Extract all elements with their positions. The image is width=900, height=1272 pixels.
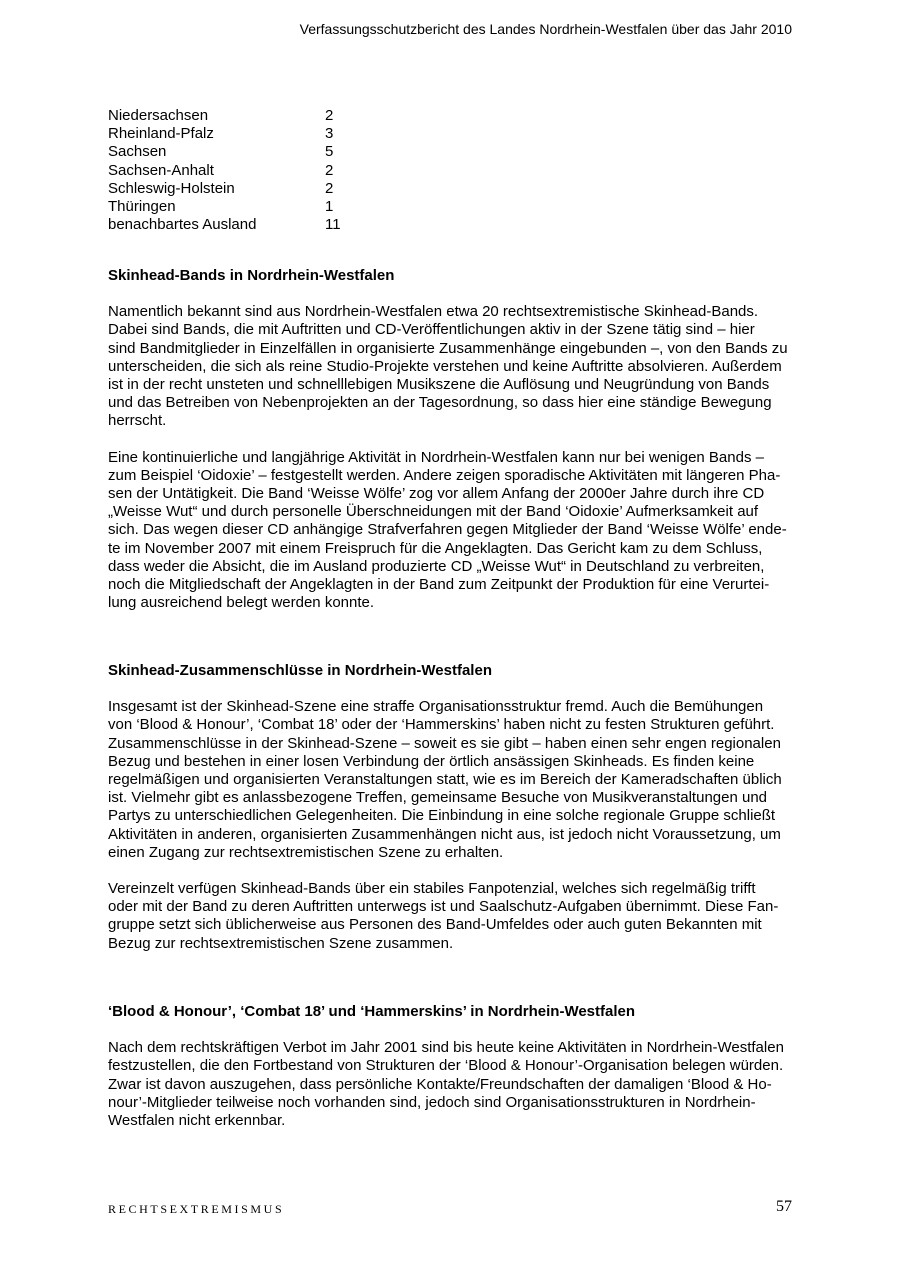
state-count: 11 xyxy=(325,216,341,234)
state-count: 1 xyxy=(325,198,334,216)
text-line: Aktivitäten in anderen, organisierten Zusammenhängen nicht aus, ist jedoch nicht Voraussetzung, um xyxy=(108,825,781,843)
table-row xyxy=(108,143,341,161)
text-line: Zusammenschlüsse in der Skinhead-Szene – soweit es sie gibt – haben einen sehr engen regionalen xyxy=(108,734,781,752)
text-line: festzustellen, die den Fortbestand von Strukturen der ‘Blood & Honour’-Organisation belegen würden. xyxy=(108,1057,784,1075)
text-line: ist. Vielmehr gibt es anlassbezogene Treffen, gemeinsame Besuche von Musikveranstaltungen und xyxy=(108,789,768,807)
text-line: und das Betreiben von Nebenprojekten an der Tagesordnung, so dass hier eine ständige Bewegung xyxy=(108,394,772,412)
text-line: Vereinzelt verfügen Skinhead-Bands über ein stabiles Fanpotenzial, welches sich regelmäßig trifft xyxy=(108,880,756,898)
text-line: regelmäßigen und organisierten Veranstaltungen statt, wie es im Bereich der Kameradschaften üblich xyxy=(108,771,782,789)
state-count: 3 xyxy=(325,125,334,143)
text-line: Eine kontinuierliche und langjährige Aktivität in Nordrhein-Westfalen kann nur bei wenigen Bands – xyxy=(108,448,764,466)
table-row xyxy=(108,216,341,234)
text-line: lung ausreichend belegt werden konnte. xyxy=(108,594,375,612)
state-name: Rheinland-Pfalz xyxy=(108,125,214,143)
section-skinhead-zusammenschluesse xyxy=(108,662,794,953)
state-name: Sachsen-Anhalt xyxy=(108,161,214,179)
state-count: 2 xyxy=(325,161,334,179)
state-count: 5 xyxy=(325,143,334,161)
text-line: einen Zugang zur rechtsextremistischen Szene zu erhalten. xyxy=(108,843,504,861)
text-line: sind Bandmitglieder in Einzelfällen in organisierte Zusammenhänge eingebunden –, von den Bands zu xyxy=(108,339,788,357)
text-line: Namentlich bekannt sind aus Nordrhein-Westfalen etwa 20 rechtsextremistische Skinhead-Bands. xyxy=(108,303,759,321)
text-line: Westfalen nicht erkennbar. xyxy=(108,1112,286,1130)
text-line: Insgesamt ist der Skinhead-Szene eine straffe Organisationsstruktur fremd. Auch die Bemühungen xyxy=(108,698,764,716)
text-line: te im November 2007 mit einem Freispruch für die Angeklagten. Das Gericht kam zu dem Schluss, xyxy=(108,539,763,557)
running-header: Verfassungsschutzbericht des Landes Nordrhein-Westfalen über das Jahr 2010 xyxy=(299,21,792,37)
table-row xyxy=(108,180,341,198)
text-line: sen der Untätigkeit. Die Band ‘Weisse Wölfe’ zog vor allem Anfang der 2000er Jahre durch ihre CD xyxy=(108,485,765,503)
state-name: Schleswig-Holstein xyxy=(108,179,235,197)
text-line: oder mit der Band zu deren Auftritten unterwegs ist und Saalschutz-Aufgaben übernimmt. Diese Fan- xyxy=(108,898,779,916)
section-heading: Skinhead-Bands in Nordrhein-Westfalen xyxy=(108,267,395,284)
text-line: nour’-Mitglieder teilweise noch vorhanden sind, jedoch sind Organisationsstrukturen in Nordrhein- xyxy=(108,1093,756,1111)
text-line: Nach dem rechtskräftigen Verbot im Jahr 2001 sind bis heute keine Aktivitäten in Nordrhein-Westfalen xyxy=(108,1039,784,1057)
text-line: sich. Das wegen dieser CD anhängige Strafverfahren gegen Mitglieder der Band ‘Weisse Wölfe’ ende- xyxy=(108,521,787,539)
state-name: benachbartes Ausland xyxy=(108,216,257,234)
text-line: dass weder die Absicht, die im Ausland produzierte CD „Weisse Wut“ in Deutschland zu verbreiten, xyxy=(108,557,765,575)
paragraph xyxy=(108,303,794,430)
paragraph xyxy=(108,1039,794,1130)
table-row xyxy=(108,162,341,180)
text-line: gruppe setzt sich üblicherweise aus Personen des Band-Umfeldes oder auch guten Bekannten mit xyxy=(108,916,762,934)
text-line: Partys zu unterschiedlichen Gelegenheiten. Die Einbindung in eine solche regionale Gruppe schließt xyxy=(108,807,776,825)
state-count: 2 xyxy=(325,179,334,197)
state-name: Niedersachsen xyxy=(108,107,209,124)
text-line: unterscheiden, die sich als reine Studio-Projekte verstehen und keine Auftritte absolvieren. Außerdem xyxy=(108,357,782,375)
text-line: ist in der recht unsteten und schnelllebigen Musikszene die Auflösung und Neugründung von Bands xyxy=(108,376,770,394)
text-line: Bezug und bestehen in einer losen Verbindung der örtlich ansässigen Skinheads. Es finden keine xyxy=(108,752,755,770)
text-line: Dabei sind Bands, die mit Auftritten und CD-Veröffentlichungen aktiv in der Szene tätig sind – hier xyxy=(108,321,755,339)
text-line: von ‘Blood & Honour’, ‘Combat 18’ oder der ‘Hammerskins’ haben nicht zu festen Strukturen geführt. xyxy=(108,716,775,734)
paragraph xyxy=(108,698,794,862)
footer-section-label: RECHTSEXTREMISMUS xyxy=(108,1202,285,1216)
state-name: Sachsen xyxy=(108,143,167,161)
text-line: herrscht. xyxy=(108,412,167,430)
table-row xyxy=(108,198,341,216)
state-count-table xyxy=(108,107,341,234)
text-line: Zwar ist davon auszugehen, dass persönliche Kontakte/Freundschaften der damaligen ‘Blood & Ho- xyxy=(108,1075,772,1093)
paragraph xyxy=(108,880,794,953)
text-line: zum Beispiel ‘Oidoxie’ – festgestellt werden. Andere zeigen sporadische Aktivitäten mit längeren Pha- xyxy=(108,466,781,484)
section-heading: Skinhead-Zusammenschlüsse in Nordrhein-Westfalen xyxy=(108,662,492,679)
table-row xyxy=(108,107,341,125)
section-heading: ‘Blood & Honour’, ‘Combat 18’ und ‘Hammerskins’ in Nordrhein-Westfalen xyxy=(108,1003,636,1020)
section-blood-honour xyxy=(108,1003,794,1130)
text-line: „Weisse Wut“ und durch personelle Überschneidungen mit der Band ‘Oidoxie’ Aufmerksamkeit auf xyxy=(108,503,759,521)
section-skinhead-bands xyxy=(108,267,794,612)
text-line: Bezug zur rechtsextremistischen Szene zusammen. xyxy=(108,934,454,952)
page-number: 57 xyxy=(776,1198,792,1215)
table-row xyxy=(108,125,341,143)
state-name: Thüringen xyxy=(108,198,176,216)
paragraph xyxy=(108,449,794,613)
text-line: noch die Mitgliedschaft der Angeklagten in der Band zum Zeitpunkt der Produktion für eine Verurtei- xyxy=(108,576,770,594)
state-count: 2 xyxy=(325,107,334,124)
